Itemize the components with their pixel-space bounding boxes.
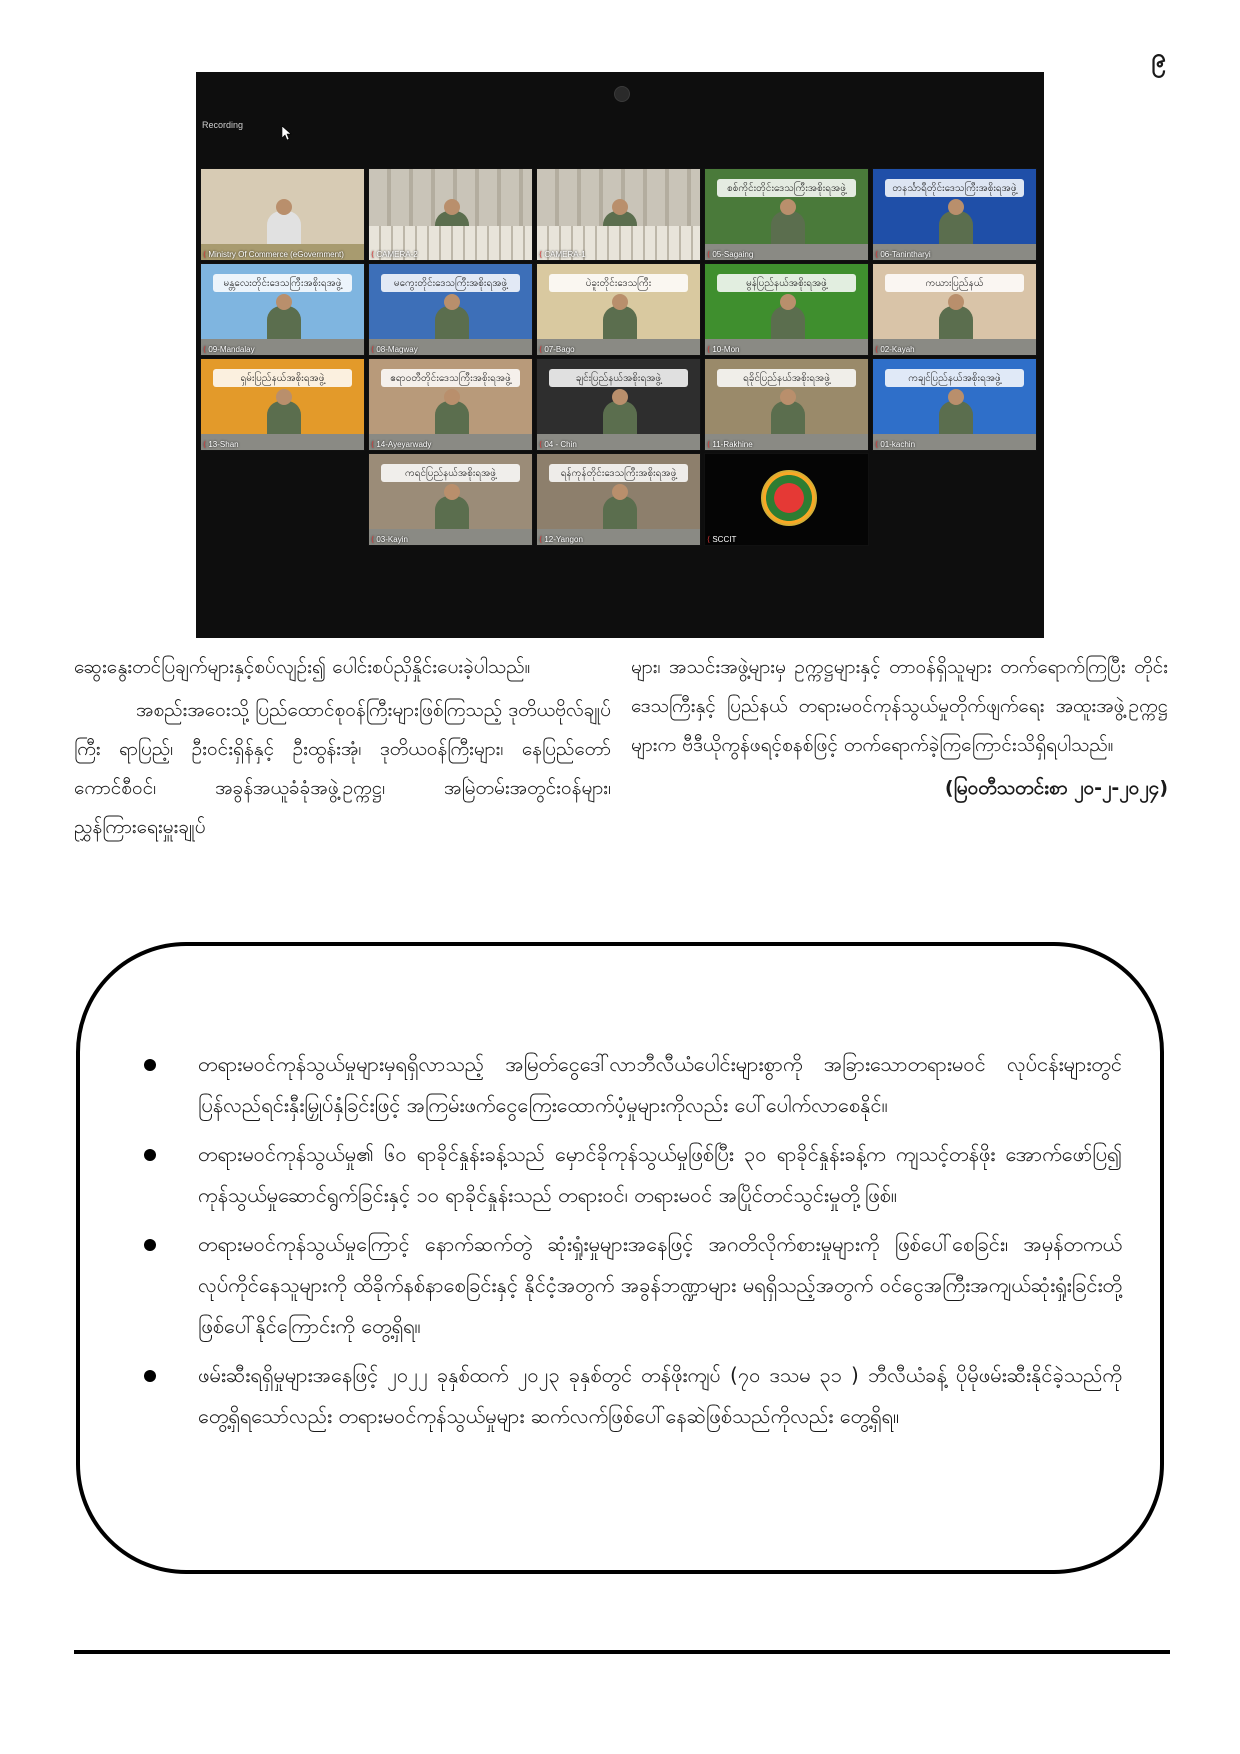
participant-tile bbox=[704, 168, 869, 261]
tile-banner-text: ရခိုင်ပြည်နယ်အစိုးရအဖွဲ့ bbox=[743, 373, 830, 384]
tile-banner-text: မန္တလေးတိုင်းဒေသကြီးအစိုးရအဖွဲ့ bbox=[223, 278, 342, 289]
state-seal-icon bbox=[761, 470, 817, 526]
article-left-column bbox=[74, 648, 611, 847]
tile-label: ⟨ 03-Kayin bbox=[371, 535, 408, 544]
tile-label: ⟨ 10-Mon bbox=[707, 345, 739, 354]
tile-label: ⟨ 01-kachin bbox=[875, 440, 915, 449]
highlight-item bbox=[118, 1224, 1122, 1347]
tile-label: ⟨ 05-Sagaing bbox=[707, 250, 753, 259]
participant-tile bbox=[536, 168, 701, 261]
tile-banner-text: ပဲခူးတိုင်းဒေသကြီး bbox=[585, 278, 652, 289]
tile-banner bbox=[381, 369, 520, 387]
webcam-icon bbox=[614, 86, 630, 102]
tile-banner bbox=[549, 369, 688, 387]
highlights-box bbox=[76, 942, 1164, 1574]
tile-banner-text: မွန်ပြည်နယ်အစိုးရအဖွဲ့ bbox=[746, 278, 827, 289]
recording-label: Recording bbox=[202, 120, 244, 130]
mouse-cursor-icon bbox=[282, 126, 292, 140]
article-source: (မြဝတီသတင်းစာ ၂၀-၂-၂၀၂၄) bbox=[944, 777, 1168, 799]
article-paragraph: များ၊ အသင်းအဖွဲ့များမှ ဥက္ကဋ္ဌများနှင့် တာဝန်ရှိသူများ တက်ရောက်ကြပြီး တိုင်းဒေသကြီးနှင့် ပြည်နယ် တရားမဝင်ကုန်သွယ်မှုတိုက်ဖျက်ရေး အထူးအဖွဲ့ဥက္ကဋ္ဌများက ဗီဒီယိုကွန်ဖရင့်စနစ်ဖြင့် တက်ရောက်ခဲ့ကြကြောင်းသိရှိရပါသည်။ bbox=[631, 656, 1168, 756]
tile-label: ⟨ 06-Tanintharyi bbox=[875, 250, 931, 259]
highlight-text: တရားမဝင်ကုန်သွယ်မှု၏ ၆၀ ရာခိုင်နှုန်းခန့်သည် မှောင်ခိုကုန်သွယ်မှုဖြစ်ပြီး ၃၀ ရာခိုင်နှုန်းခန့်က ကျသင့်တန်ဖိုး အောက်ဖော်ပြ၍ ကုန်သွယ်မှုဆောင်ရွက်ခြင်းနှင့် ၁၀ ရာခိုင်နှုန်းသည် တရားဝင်၊ တရားမဝင် အပြိုင်တင်သွင်းမှုတို့ဖြစ်။ bbox=[198, 1142, 1122, 1207]
tile-label: ⟨ 02-Kayah bbox=[875, 345, 915, 354]
participant-tile bbox=[872, 168, 1037, 261]
tile-banner-text: ရန်ကုန်တိုင်းဒေသကြီးအစိုးရအဖွဲ့ bbox=[560, 468, 677, 479]
participant-tile bbox=[536, 358, 701, 451]
page-number: ၉ bbox=[1151, 43, 1166, 73]
tile-label: ⟨ SCCIT bbox=[707, 535, 736, 544]
participant-tile bbox=[536, 263, 701, 356]
article-paragraph: ဆွေးနွေးတင်ပြချက်များနှင့်စပ်လျဉ်း၍ ပေါင်းစပ်ညှိနှိုင်းပေးခဲ့ပါသည်။ bbox=[74, 656, 531, 678]
footer-rule bbox=[74, 1650, 1170, 1654]
tile-label: ⟨ 07-Bago bbox=[539, 345, 575, 354]
tile-label: ⟨ 04 - Chin bbox=[539, 440, 577, 449]
highlight-item bbox=[118, 1355, 1122, 1437]
highlight-text: တရားမဝင်ကုန်သွယ်မှုများမှရရှိလာသည့် အမြတ်ငွေဒေါ်လာဘီလီယံပေါင်းများစွာကို အခြားသောတရားမဝင် လုပ်ငန်းများတွင် ပြန်လည်ရင်းနှီးမြှုပ်နှံခြင်းဖြင့် အကြမ်းဖက်ငွေကြေးထောက်ပံ့မှုများကိုလည်း ပေါ်ပေါက်လာစေနိုင်။ bbox=[198, 1052, 1122, 1117]
participant-tile bbox=[704, 358, 869, 451]
participant-tile bbox=[200, 358, 365, 451]
bullet-icon bbox=[144, 1239, 156, 1251]
highlight-item bbox=[118, 1134, 1122, 1216]
tile-banner-text: ကယားပြည်နယ် bbox=[925, 278, 984, 289]
highlight-text: ဖမ်းဆီးရရှိမှုများအနေဖြင့် ၂၀၂၂ ခုနှစ်ထက် ၂၀၂၃ ခုနှစ်တွင် တန်ဖိုးကျပ် (၇၀ ဒသမ ၃၁ ) ဘီလီယံခန့် ပိုမိုဖမ်းဆီးနိုင်ခဲ့သည်ကို တွေ့ရှိရသော်လည်း တရားမဝင်ကုန်သွယ်မှုများ ဆက်လက်ဖြစ်ပေါ်နေဆဲဖြစ်သည်ကိုလည်း တွေ့ရှိရ။ bbox=[198, 1363, 1122, 1428]
participant-tile bbox=[200, 263, 365, 356]
tile-banner-text: တနင်္သာရီတိုင်းဒေသကြီးအစိုးရအဖွဲ့ bbox=[892, 183, 1017, 194]
highlight-item bbox=[118, 1044, 1122, 1126]
tile-banner bbox=[213, 274, 352, 292]
tile-banner-text: ဧရာဝတီတိုင်းဒေသကြီးအစိုးရအဖွဲ့ bbox=[390, 373, 511, 384]
news-article bbox=[74, 648, 1168, 914]
tile-banner bbox=[381, 464, 520, 482]
participant-tile-grid bbox=[200, 168, 1040, 626]
tile-banner bbox=[717, 179, 856, 197]
tile-banner-text: ချင်းပြည်နယ်အစိုးရအဖွဲ့ bbox=[575, 373, 662, 384]
bullet-icon bbox=[144, 1149, 156, 1161]
bullet-icon bbox=[144, 1059, 156, 1071]
tile-label: ⟨ 13-Shan bbox=[203, 440, 239, 449]
participant-tile bbox=[368, 453, 533, 546]
tile-banner bbox=[885, 274, 1024, 292]
participant-tile bbox=[704, 263, 869, 356]
bullet-icon bbox=[144, 1370, 156, 1382]
tile-banner-text: စစ်ကိုင်းတိုင်းဒေသကြီးအစိုးရအဖွဲ့ bbox=[727, 183, 846, 194]
tile-banner bbox=[717, 274, 856, 292]
tile-banner bbox=[213, 369, 352, 387]
participant-tile bbox=[368, 168, 533, 261]
tile-banner bbox=[885, 179, 1024, 197]
tile-label: ⟨ 12-Yangon bbox=[539, 535, 583, 544]
tile-banner bbox=[885, 369, 1024, 387]
tile-banner bbox=[549, 464, 688, 482]
tile-label: ⟨ 14-Ayeyarwady bbox=[371, 440, 431, 449]
tile-banner bbox=[549, 274, 688, 292]
participant-tile bbox=[368, 263, 533, 356]
tile-label: ⟨ Ministry Of Commerce (eGovernment) bbox=[203, 250, 344, 259]
tile-banner bbox=[381, 274, 520, 292]
participant-tile bbox=[200, 168, 365, 261]
tile-banner-text: မကွေးတိုင်းဒေသကြီးအစိုးရအဖွဲ့ bbox=[393, 278, 508, 289]
participant-tile bbox=[704, 453, 869, 546]
tile-label: ⟨ 08-Magway bbox=[371, 345, 418, 354]
video-conference-photo bbox=[196, 72, 1044, 638]
article-right-column bbox=[631, 648, 1168, 808]
tile-banner-text: ကချင်ပြည်နယ်အစိုးရအဖွဲ့ bbox=[908, 373, 1001, 384]
participant-tile bbox=[872, 263, 1037, 356]
tile-banner bbox=[717, 369, 856, 387]
tile-label: ⟨ 09-Mandalay bbox=[203, 345, 255, 354]
tile-banner-text: ကရင်ပြည်နယ်အစိုးရအဖွဲ့ bbox=[405, 468, 496, 479]
participant-tile bbox=[872, 358, 1037, 451]
article-paragraph: အစည်းအဝေးသို့ ပြည်ထောင်စုဝန်ကြီးများဖြစ်ကြသည့် ဒုတိယဗိုလ်ချုပ်ကြီး ရာပြည့်၊ ဦးဝင်းရှိန်နှင့် ဦးထွန်းအုံ၊ ဒုတိယဝန်ကြီးများ၊ နေပြည်တော်ကောင်စီဝင်၊ အခွန်အယူခံခုံအဖွဲ့ဥက္ကဋ္ဌ၊ အမြဲတမ်းအတွင်းဝန်များ၊ ညွှန်ကြားရေးမှူးချုပ် bbox=[74, 699, 611, 838]
tile-banner-text: ရှမ်းပြည်နယ်အစိုးရအဖွဲ့ bbox=[240, 373, 325, 384]
participant-tile bbox=[368, 358, 533, 451]
highlight-text: တရားမဝင်ကုန်သွယ်မှုကြောင့် နောက်ဆက်တွဲ ဆုံးရှုံးမှုများအနေဖြင့် အဂတိလိုက်စားမှုများကို ဖြစ်ပေါ်စေခြင်း၊ အမှန်တကယ်လုပ်ကိုင်နေသူများကို ထိခိုက်နစ်နာစေခြင်းနှင့် နိုင်ငံ့အတွက် အခွန်ဘဏ္ဍာများ မရရှိသည့်အတွက် ဝင်ငွေအကြီးအကျယ်ဆုံးရှုံးခြင်းတို့ ဖြစ်ပေါ်နိုင်ကြောင်းကို တွေ့ရှိရ။ bbox=[198, 1232, 1122, 1338]
tile-label: ⟨ 11-Rakhine bbox=[707, 440, 753, 449]
tile-label: ⟨ CAMERA-2 bbox=[371, 250, 418, 259]
highlights-list bbox=[118, 1044, 1122, 1445]
participant-tile bbox=[536, 453, 701, 546]
tile-label: ⟨ CAMERA-1 bbox=[539, 250, 586, 259]
